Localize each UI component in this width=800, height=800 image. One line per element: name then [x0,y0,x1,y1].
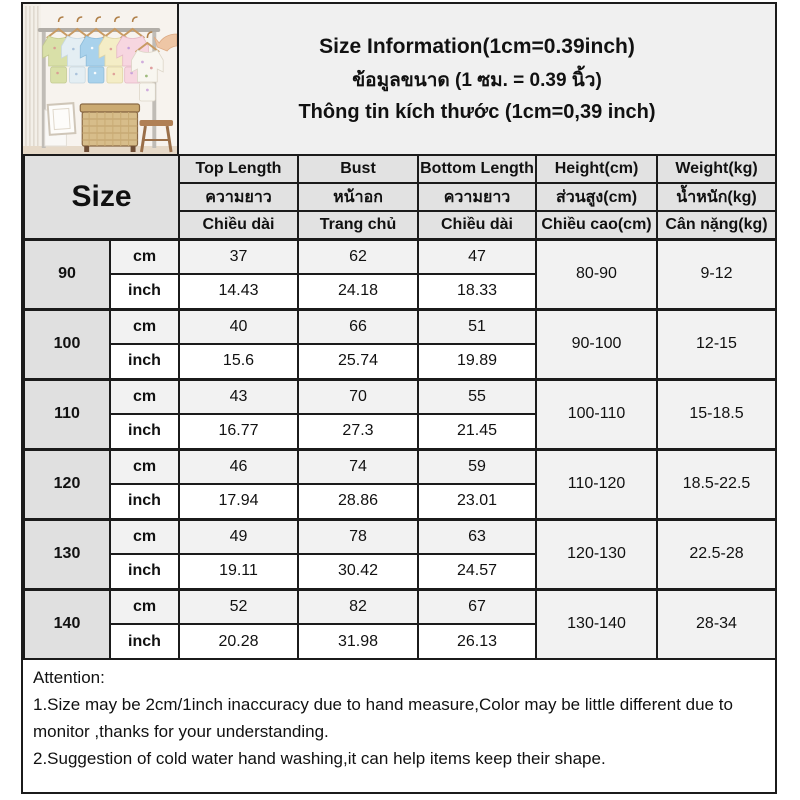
bust-cm: 78 [298,519,418,554]
table-row [24,449,776,484]
weight-range: 12-15 [657,309,776,379]
bust-cm: 74 [298,449,418,484]
unit-cm: cm [110,379,179,414]
bottom-length-cm: 51 [418,309,536,344]
top-length-inch: 14.43 [179,274,298,309]
title-thai: ข้อมูลขนาด (1 ซม. = 0.39 นิ้ว) [352,69,602,91]
title-vietnamese: Thông tin kích thước (1cm=0,39 inch) [298,100,656,123]
bust-inch: 27.3 [298,414,418,449]
bottom-length-inch: 19.89 [418,344,536,379]
col-bust-en: Bust [298,155,418,183]
top-length-inch: 19.11 [179,554,298,589]
table-row [24,309,776,344]
bottom-length-cm: 59 [418,449,536,484]
col-bottom-length-vi: Chiều dài [418,211,536,239]
height-range: 120-130 [536,519,657,589]
unit-cm: cm [110,589,179,624]
top-length-cm: 40 [179,309,298,344]
bust-cm: 70 [298,379,418,414]
table-row [24,379,776,414]
picture-frame [48,103,76,135]
attention-note-2: 2.Suggestion of cold water hand washing,it can help items keep their shape. [33,749,606,768]
size-value: 110 [24,379,110,449]
col-weight-en: Weight(kg) [657,155,776,183]
top-length-inch: 20.28 [179,624,298,659]
table-row [24,239,776,274]
weight-range: 22.5-28 [657,519,776,589]
top-length-cm: 52 [179,589,298,624]
unit-cm: cm [110,449,179,484]
top-length-inch: 15.6 [179,344,298,379]
bust-cm: 82 [298,589,418,624]
col-height-en: Height(cm) [536,155,657,183]
striped-panel [23,4,41,154]
col-weight-vi: Cân nặng(kg) [657,211,776,239]
product-photo-illustration [23,4,177,154]
col-bust-th: หน้าอก [298,183,418,211]
title-block [179,4,775,154]
size-table-header [24,155,776,239]
unit-inch: inch [110,344,179,379]
col-weight-th: น้ำหนัก(kg) [657,183,776,211]
bottom-length-inch: 24.57 [418,554,536,589]
height-range: 90-100 [536,309,657,379]
unit-inch: inch [110,624,179,659]
top-length-cm: 49 [179,519,298,554]
size-value: 130 [24,519,110,589]
bust-inch: 25.74 [298,344,418,379]
height-range: 130-140 [536,589,657,659]
top-length-inch: 17.94 [179,484,298,519]
col-bust-vi: Trang chủ [298,211,418,239]
rattan-chest [80,104,139,152]
size-table [23,154,777,660]
col-height-th: ส่วนสูง(cm) [536,183,657,211]
height-range: 80-90 [536,239,657,309]
product-photo [23,4,179,154]
col-top-length-vi: Chiều dài [179,211,298,239]
bottom-length-inch: 21.45 [418,414,536,449]
height-range: 110-120 [536,449,657,519]
bottom-length-cm: 63 [418,519,536,554]
unit-inch: inch [110,484,179,519]
col-bottom-length-th: ความยาว [418,183,536,211]
size-value: 90 [24,239,110,309]
size-table-body [24,239,776,659]
unit-inch: inch [110,554,179,589]
size-header-cell: Size [24,155,179,239]
unit-cm: cm [110,519,179,554]
col-top-length-en: Top Length [179,155,298,183]
bottom-length-cm: 67 [418,589,536,624]
header-band [23,4,775,154]
bottom-length-inch: 23.01 [418,484,536,519]
unit-inch: inch [110,274,179,309]
bottom-length-inch: 18.33 [418,274,536,309]
bust-inch: 31.98 [298,624,418,659]
weight-range: 18.5-22.5 [657,449,776,519]
height-range: 100-110 [536,379,657,449]
attention-note-1: 1.Size may be 2cm/1inch inaccuracy due to hand measure,Color may be little different due to monitor ,thanks for your understanding. [33,695,733,741]
unit-inch: inch [110,414,179,449]
top-length-cm: 46 [179,449,298,484]
header-row-en [24,155,776,183]
bust-inch: 30.42 [298,554,418,589]
title-english: Size Information(1cm=0.39inch) [319,34,635,58]
bust-cm: 66 [298,309,418,344]
weight-range: 9-12 [657,239,776,309]
col-height-vi: Chiều cao(cm) [536,211,657,239]
table-row [24,519,776,554]
bust-inch: 28.86 [298,484,418,519]
top-length-inch: 16.77 [179,414,298,449]
top-length-cm: 43 [179,379,298,414]
attention-section [23,660,775,792]
size-value: 140 [24,589,110,659]
bust-inch: 24.18 [298,274,418,309]
weight-range: 15-18.5 [657,379,776,449]
bust-cm: 62 [298,239,418,274]
attention-heading: Attention: [33,668,105,687]
top-length-cm: 37 [179,239,298,274]
table-row [24,589,776,624]
size-value: 100 [24,309,110,379]
bottom-length-inch: 26.13 [418,624,536,659]
weight-range: 28-34 [657,589,776,659]
col-top-length-th: ความยาว [179,183,298,211]
size-chart-sheet [21,2,777,794]
unit-cm: cm [110,239,179,274]
bottom-length-cm: 55 [418,379,536,414]
size-value: 120 [24,449,110,519]
col-bottom-length-en: Bottom Length [418,155,536,183]
bottom-length-cm: 47 [418,239,536,274]
unit-cm: cm [110,309,179,344]
